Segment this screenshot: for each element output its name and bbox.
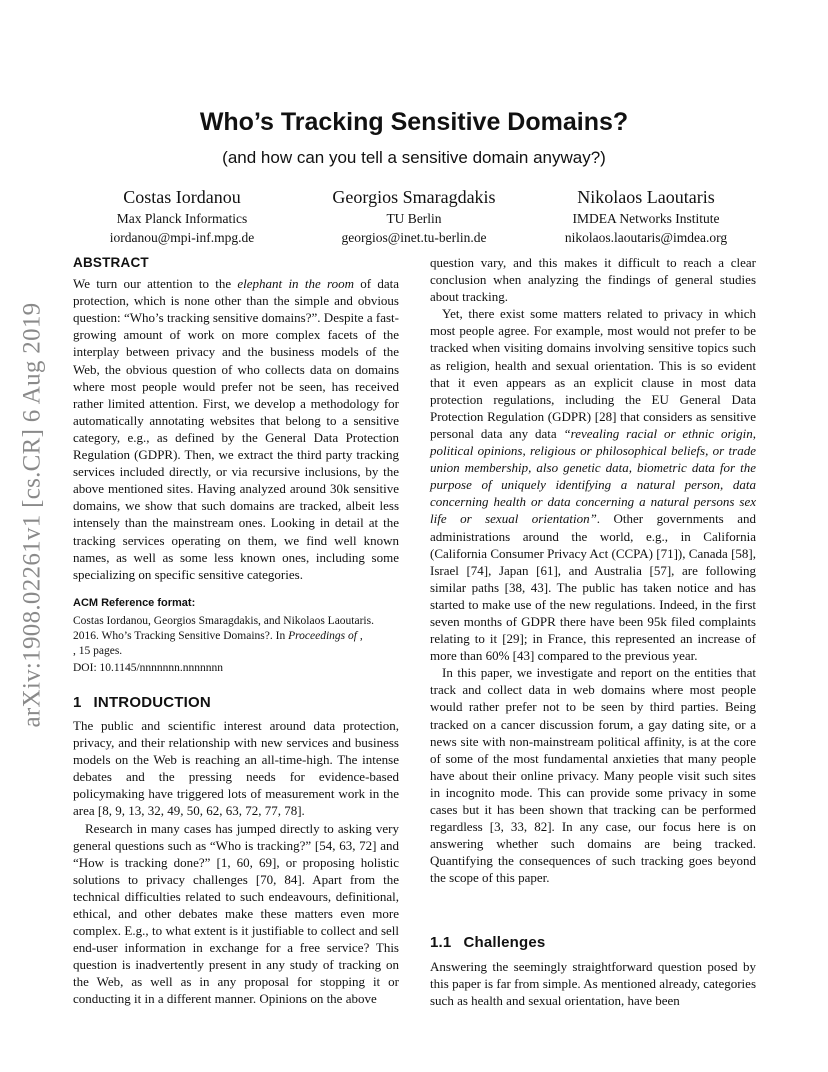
right-paragraph-2: Yet, there exist some matters related to privacy in which most people agree. For example, most would not prefer to be tracked when visiting domains involving sensitive topics such as religion, health and sexual orientation. This is so evident that it even appears as an explicit clause in most data protection regulations, including the EU General Data Protection Regulation (GDPR) [28] that considers as sensitive personal data any data “revealing racial or ethnic origin, political opinions, religious or philosophical beliefs, or trade union membership, also genetic data, biometric data for the purpose of uniquely identifying a natural person, data concerning health or data concerning a natural persons sex life or sexual orientation”. Other governments and administrations around the world, e.g., in California (California Consumer Privacy Act (CCPA) [71]), Canada [58], Israel [74], Japan [61], and Australia [57], are following similar paths [38, 43]. The public has taken notice and has started to make use of the new regulations. Indeed, in the first seven months of GDPR there have been 95k filed complaints relating to it [29]; in France, this represented an increase of more than 60% [43] compared to the previous year.	[430, 306, 756, 664]
author-affiliation: Max Planck Informatics	[116, 211, 248, 226]
introduction-paragraph-2: Research in many cases has jumped directly to asking very general questions such as “Who is tracking?” [54, 63, 72] and “How is tracking done?” [1, 60, 69], or proposing holistic solutions to privacy challenges [70, 84]. Apart from the technical difficulties related to such endeavours, definitional, ethical, and other debates make these matters even more complex. E.g., to what extent is it justifiable to collect and sell end-user information in exchange for a free service? This question is inadvertently present in any study of tracking on the Web, as well as in any proposal for stopping it or conducting it in a different manner. Opinions on the above	[73, 820, 399, 1007]
arxiv-identifier	[14, 290, 50, 740]
right-paragraph-1: question vary, and this makes it difficult to reach a clear conclusion when analyzing the findings of general studies about tracking.	[430, 255, 756, 305]
author-name: Georgios Smaragdakis	[332, 187, 496, 207]
abstract-text: We turn our attention to the elephant in the room of data protection, which is none other than the simple and obvious question: “Who’s tracking sensitive domains?”. Despite a fast-growing amount of work on more complex facets of the interplay between privacy and the business models of the Web, the obvious question of who collects data on domains where most people would prefer not be seen, has received rather limited attention. First, we develop a methodology for automatically annotating websites that belong to a sensitive category, e.g., as defined by the General Data Protection Regulation (GDPR). Then, we extract the third party tracking services included directly, or via recursive inclusions, by the above mentioned sites. Having analyzed around 30k sensitive domains, we show that such domains are tracked, albeit less intensely than the mainstream ones. Looking in detail at the tracking services operating on them, we find well known names, as well as some less known ones, including some specializing on specific sensitive categories.	[73, 276, 400, 582]
right-column	[430, 254, 756, 1009]
acm-doi: DOI: 10.1145/nnnnnnn.nnnnnnn	[73, 661, 224, 674]
author-1	[72, 185, 292, 247]
author-block	[72, 185, 756, 247]
author-email: nikolaos.laoutaris@imdea.org	[564, 230, 728, 245]
paper-subtitle: (and how can you tell a sensitive domain anyway?)	[222, 148, 606, 167]
author-name: Nikolaos Laoutaris	[577, 187, 715, 207]
paper-title: Who’s Tracking Sensitive Domains?	[199, 108, 629, 136]
acm-reference-label: ACM Reference format:	[73, 596, 196, 609]
author-name: Costas Iordanou	[123, 187, 241, 207]
challenges-heading: 1.1 Challenges	[430, 934, 546, 952]
author-email: georgios@inet.tu-berlin.de	[341, 230, 487, 245]
author-3	[536, 185, 756, 247]
right-paragraph-3: In this paper, we investigate and report on the entities that track and collect data in web domains where most people would rather prefer not to be seen by third parties. Being tracked on a cancer discussion forum, a gay dating site, or a news site with non-mainstream political affinity, is at the core of some of the most fundamental anxieties that many people have about their online privacy. Many people visit such sites in incognito mode. This can provide some privacy in some cases but it has been shown that tracking can be performed regardless [3, 33, 82]. In any case, our focus here is on answering whether such domains are being tracked. Quantifying the consequences of such tracking goes beyond the scope of this paper.	[430, 665, 756, 886]
acm-reference-text: Costas Iordanou, Georgios Smaragdakis, and Nikolaos Laoutaris. 2016. Who’s Tracking Sensitive Domains?. In Proceedings of , , 15 pages.	[73, 614, 374, 657]
introduction-heading: 1 INTRODUCTION	[73, 693, 211, 711]
author-2	[304, 185, 524, 247]
author-email: iordanou@mpi-inf.mpg.de	[109, 230, 255, 245]
introduction-paragraph-1: The public and scientific interest around data protection, privacy, and their relationship with new services and business models on the Web is reaching an all-time-high. The intense debates and the pressing needs for evidence-based policymaking have triggered lots of measurement work in the area [8, 9, 13, 32, 49, 50, 62, 63, 72, 77, 78].	[73, 717, 399, 819]
author-affiliation: IMDEA Networks Institute	[572, 211, 720, 226]
author-affiliation: TU Berlin	[386, 211, 442, 226]
left-column	[73, 254, 399, 1008]
abstract-heading: ABSTRACT	[73, 255, 149, 270]
challenges-paragraph: Answering the seemingly straightforward question posed by this paper is far from simple. As mentioned already, categories such as health and sexual orientation, have been	[430, 958, 756, 1008]
arxiv-identifier-text: arXiv:1908.02261v1 [cs.CR] 6 Aug 2019	[18, 302, 45, 728]
